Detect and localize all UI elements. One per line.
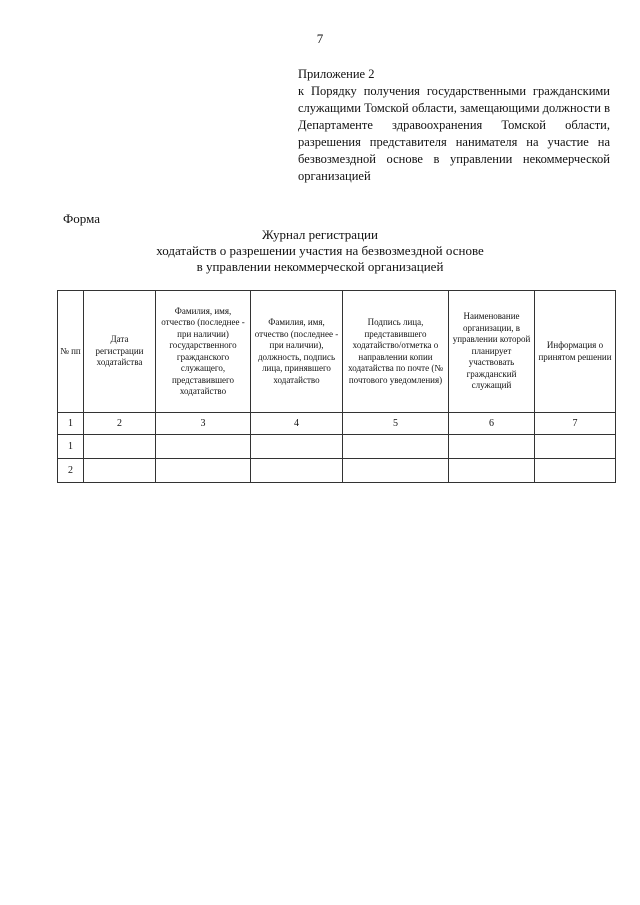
journal-title-line-2: ходатайств о разрешении участия на безвозмездной основе [156,243,484,258]
journal-title-line-3: в управлении некоммерческой организацией [196,259,444,274]
column-number: 6 [449,413,535,435]
journal-title [0,227,640,275]
column-number: 7 [535,413,616,435]
appendix-block [298,66,610,185]
journal-table [57,290,616,483]
table-cell [343,435,449,459]
table-cell [449,459,535,483]
page-number: 7 [316,31,324,46]
header-registration-date: Дата регистрации ходатайства [84,291,156,413]
form-label: Форма [63,211,100,226]
table-cell [449,435,535,459]
table-cell: 2 [58,459,84,483]
column-number: 3 [156,413,251,435]
table-cell: 1 [58,435,84,459]
table-row [58,435,616,459]
journal-title-line-1: Журнал регистрации [262,227,378,242]
column-number: 1 [58,413,84,435]
table-cell [535,459,616,483]
table-cell [343,459,449,483]
column-number: 5 [343,413,449,435]
table-cell [251,435,343,459]
column-number-row [58,413,616,435]
table-cell [84,435,156,459]
header-receiver-name: Фамилия, имя, отчество (последнее - при наличии), должность, подпись лица, принявшего ходатайство [251,291,343,413]
table-cell [84,459,156,483]
column-number: 2 [84,413,156,435]
column-number: 4 [251,413,343,435]
header-organization-name: Наименование организации, в управлении которой планирует участвовать гражданский служащий [449,291,535,413]
table-cell [535,435,616,459]
header-decision-info: Информация о принятом решении [535,291,616,413]
table-row [58,459,616,483]
header-number: № пп [58,291,84,413]
appendix-title: Приложение 2 [298,67,375,81]
appendix-body: к Порядку получения государственными гражданскими служащими Томской области, замещающими должности в Департаменте здравоохранения Томской области, разрешения представителя нанимателя на участие на безвозмездной основе в управлении некоммерческой организацией [298,84,610,183]
header-submitter-signature: Подпись лица, представившего ходатайство/отметка о направлении копии ходатайства по почте (№ почтового уведомления) [343,291,449,413]
table-header-row [58,291,616,413]
table-cell [251,459,343,483]
header-employee-name: Фамилия, имя, отчество (последнее - при наличии) государственного гражданского служащего, представившего ходатайство [156,291,251,413]
table-cell [156,459,251,483]
table-cell [156,435,251,459]
